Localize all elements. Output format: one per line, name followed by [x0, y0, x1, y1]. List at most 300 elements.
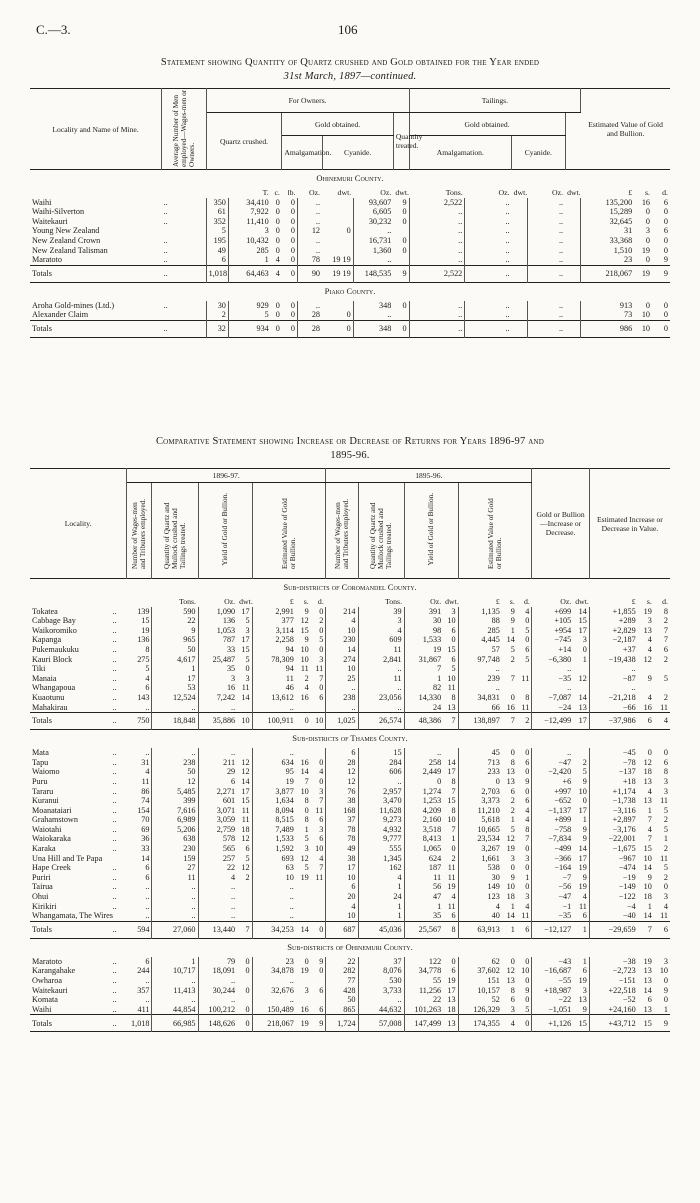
cell-value: ..	[152, 911, 198, 921]
cell-value: 3,373	[481, 796, 500, 806]
locality-name: Puriri	[32, 872, 51, 882]
cell-value: 9	[573, 825, 589, 835]
cell-value: 0	[645, 207, 650, 217]
cell-value: 1,018	[206, 265, 228, 282]
cell-value: 2	[573, 758, 589, 768]
cell-value: 4	[275, 268, 280, 278]
cell-value: 6	[311, 834, 326, 844]
cell-value: 22	[152, 616, 198, 626]
cell-value: 787	[222, 635, 236, 645]
comparative-subtitle: 1895-96.	[330, 450, 370, 461]
cell-value: −45	[622, 748, 636, 758]
cell-value: 76	[326, 787, 358, 797]
col-year-1896-97: 1896-97.	[127, 469, 326, 483]
cell-value: ..	[387, 310, 392, 320]
cell-value: 135,200	[605, 197, 633, 207]
cell-value: 10	[659, 966, 668, 976]
cell-value: 3,470	[358, 796, 404, 806]
cell-value: ..	[112, 716, 117, 726]
cell-value: 0	[311, 683, 326, 693]
cell-value: 23	[623, 255, 633, 265]
cell-value	[573, 748, 589, 758]
cell-value: 4	[326, 902, 358, 912]
cell-value: 348	[379, 324, 392, 334]
cell-value: 0	[275, 310, 280, 320]
cell-value: 5	[304, 834, 309, 844]
cell-value	[654, 683, 670, 693]
cell-value: 965	[152, 635, 198, 645]
cell-value: 11	[433, 872, 442, 882]
cell-value: 7,242	[216, 692, 236, 702]
locality-name: Maratoto	[32, 956, 63, 966]
cell-value: 1,253	[422, 796, 442, 806]
cell-value: 22	[432, 995, 442, 1005]
cell-value: 6	[510, 995, 515, 1005]
cell-value: 4	[127, 674, 152, 684]
cell-value: 8,413	[422, 834, 442, 844]
cell-value: ..	[162, 320, 207, 337]
cell-value: 74	[127, 796, 152, 806]
cell-value: ..	[112, 796, 117, 806]
cell-value: 187	[428, 863, 442, 873]
locality-name: Totals	[32, 925, 52, 935]
cell-value: 138,897	[473, 716, 500, 726]
col-tailings-gold: Gold obtained.	[409, 113, 565, 136]
cell-value: 11	[358, 645, 404, 655]
cell-value: 6	[647, 716, 652, 726]
cell-value: 1	[437, 901, 442, 911]
cell-value: 15	[443, 796, 458, 806]
col-locality: Locality.	[30, 469, 127, 579]
cell-value: 913	[619, 300, 633, 310]
cell-value: 10	[311, 713, 326, 730]
cell-value: ..	[127, 902, 152, 912]
cell-value: 5	[663, 673, 668, 683]
cell-value: ..	[127, 882, 152, 892]
cell-value: 38	[326, 854, 358, 864]
cell-value: 348	[379, 300, 392, 310]
cell-value: 1	[510, 815, 515, 825]
cell-value: 0	[393, 320, 409, 337]
locality-name: Manaia	[32, 673, 57, 683]
cell-value: 4	[304, 683, 309, 693]
locality-name: Totals	[32, 1018, 52, 1028]
cell-value: 2	[663, 692, 668, 702]
cell-value: ..	[505, 268, 510, 278]
cell-value: 0	[647, 748, 652, 758]
cell-value: 3	[304, 844, 309, 854]
cell-value: ..	[112, 786, 117, 796]
cell-value: 46	[285, 683, 294, 693]
cell-value: ..	[495, 664, 500, 674]
cell-value: 6	[127, 957, 152, 967]
cell-value: 4	[573, 892, 589, 902]
unit-label: s.	[509, 597, 515, 606]
cell-value: 0	[663, 995, 668, 1005]
cell-value: 218,067	[267, 1018, 294, 1028]
cell-value: 18	[506, 892, 515, 902]
unit-label: s.	[303, 597, 309, 606]
cell-value: 8	[663, 767, 668, 777]
page-ref: C.—3.	[36, 22, 71, 37]
cell-value: ..	[387, 226, 392, 236]
cell-value: −474	[618, 863, 636, 873]
locality-name: Tiki	[32, 664, 46, 674]
cell-value: 30,232	[368, 216, 392, 226]
cell-value	[512, 236, 528, 246]
cell-value: 12	[326, 777, 358, 787]
cell-value: 1,533	[275, 834, 294, 844]
cell-value: ..	[315, 235, 320, 245]
cell-value: 3	[311, 787, 326, 797]
cell-value: 11	[237, 815, 252, 825]
mine-name: Waihi	[32, 197, 52, 207]
locality-name: Tokatea	[32, 606, 58, 616]
cell-value: 18	[643, 767, 652, 777]
cell-value: 5	[517, 626, 532, 636]
cell-value: 2	[663, 654, 668, 664]
cell-value: 10	[573, 787, 589, 797]
cell-value: 9	[152, 626, 198, 636]
cell-value: 19 19	[322, 255, 353, 265]
cell-value: 14	[300, 767, 309, 777]
cell-value: 214	[326, 607, 358, 617]
cell-value: 6	[663, 197, 668, 207]
cell-value: 14	[127, 854, 152, 864]
cell-value: 4	[231, 872, 236, 882]
cell-value: 17	[573, 626, 589, 636]
cell-value: ..	[409, 217, 465, 227]
cell-value: ..	[112, 692, 117, 702]
cell-value: 0	[663, 882, 668, 892]
locality-name: Owharoa	[32, 976, 63, 985]
cell-value: 6	[311, 693, 326, 703]
cell-value: 55	[432, 976, 442, 985]
cell-value: 18,848	[152, 713, 198, 730]
cell-value: 4	[443, 892, 458, 902]
cell-value: 17	[573, 713, 589, 730]
cell-value: 12,524	[152, 693, 198, 703]
cell-value: −164	[554, 863, 572, 873]
cell-value: 3	[304, 985, 309, 995]
cell-value: 19	[443, 882, 458, 892]
cell-value: −1,675	[612, 844, 636, 854]
cell-value: 33,368	[609, 235, 633, 245]
cell-value: 45	[491, 748, 500, 758]
cell-value: 6	[127, 873, 152, 883]
cell-value: 9	[573, 873, 589, 883]
cell-value: 1,360	[372, 245, 392, 255]
cell-value: 17	[237, 635, 252, 645]
cell-value: 2,449	[422, 767, 442, 777]
cell-value: 5,485	[152, 787, 198, 797]
cell-value: 62	[491, 956, 500, 966]
cell-value: ..	[112, 1004, 117, 1014]
cell-value: ..	[231, 995, 236, 1005]
cell-value	[393, 226, 409, 236]
cell-value: 634	[281, 757, 294, 767]
cell-value: 5	[517, 1005, 532, 1015]
cell-value: ..	[631, 683, 636, 693]
cell-value: 14	[506, 911, 515, 921]
cell-value	[311, 995, 326, 1005]
cell-value: −38	[622, 956, 636, 966]
cell-value: ..	[505, 310, 510, 320]
cell-value	[517, 683, 532, 693]
cell-value: 0	[311, 966, 326, 976]
col-quartz-crushed: Quartz crushed.	[206, 113, 282, 170]
cell-value: ..	[505, 207, 510, 217]
cell-value: −78	[622, 757, 636, 767]
cell-value	[296, 703, 311, 713]
unit-label: s.	[645, 188, 650, 197]
cell-value: 50	[152, 767, 198, 777]
cell-value: 1	[510, 925, 515, 935]
cell-value: 5	[264, 310, 269, 320]
cell-value: 11	[152, 873, 198, 883]
cell-value: ..	[409, 320, 465, 337]
locality-name: Mahakirau	[32, 702, 68, 712]
cell-value: 0	[322, 310, 353, 320]
cell-value: 19	[443, 976, 458, 986]
cell-value: +105	[554, 616, 572, 626]
cell-value: 8	[443, 806, 458, 816]
cell-value	[237, 882, 252, 892]
cell-value: 0	[322, 226, 353, 236]
cell-value: 16	[300, 692, 309, 702]
cell-value: 0	[304, 716, 309, 726]
col-tailings-cyanide: Cyanide.	[512, 136, 565, 170]
cell-value: ..	[162, 301, 207, 311]
cell-value: −19,438	[608, 654, 636, 664]
cell-value: 5	[510, 824, 515, 834]
cell-value: +954	[554, 625, 572, 635]
cell-value: 29	[226, 767, 236, 777]
mine-name: Young New Zealand	[32, 226, 100, 236]
cell-value: 3	[663, 786, 668, 796]
cell-value: 19	[573, 863, 589, 873]
cell-value	[311, 911, 326, 921]
cell-value: 14	[237, 777, 252, 787]
col-tailings: Tailings.	[409, 89, 581, 113]
cell-value: 15	[358, 748, 404, 758]
cell-value	[573, 683, 589, 693]
cell-value: 4	[517, 607, 532, 617]
cell-value: −24	[558, 702, 572, 712]
cell-value	[565, 236, 581, 246]
cell-value: 3,114	[275, 625, 294, 635]
col-yield-1896: Yield of Gold or Bullion.	[221, 493, 230, 566]
cell-value: 19	[573, 976, 589, 986]
cell-value: 30,244	[212, 985, 236, 995]
cell-value: 0	[275, 207, 280, 217]
locality-name: Tararu	[32, 786, 54, 796]
section-heading: Sub-districts of Coromandel County.	[283, 582, 417, 593]
cell-value: ..	[112, 664, 117, 674]
cell-value: ..	[152, 882, 198, 892]
cell-value: 9	[510, 616, 515, 626]
cell-value	[322, 207, 353, 217]
col-qty-1896: Quantity of Quartz and Mullock crushed and Tailings treated.	[162, 502, 187, 569]
cell-value: 0	[275, 235, 280, 245]
cell-value: 27,060	[152, 921, 198, 938]
cell-value: 713	[487, 757, 500, 767]
cell-value: ..	[358, 703, 404, 713]
cell-value: 10	[643, 882, 652, 892]
cell-value	[311, 902, 326, 912]
cell-value: ..	[231, 911, 236, 921]
cell-value: 7	[647, 925, 652, 935]
cell-value: 11	[517, 911, 532, 921]
cell-value: 638	[152, 834, 198, 844]
cell-value: 9	[663, 268, 668, 278]
cell-value: −29,659	[608, 925, 636, 935]
cell-value: ..	[567, 664, 572, 674]
cell-value: ..	[127, 748, 152, 758]
cell-value: 10	[643, 853, 652, 863]
cell-value: 12	[506, 834, 515, 844]
cell-value: 13	[643, 625, 652, 635]
cell-value: +18,987	[544, 985, 572, 995]
cell-value: 15	[573, 616, 589, 626]
cell-value: 6	[663, 226, 668, 236]
cell-value: 14	[300, 925, 309, 935]
cell-value: 3	[510, 853, 515, 863]
cell-value: +2,829	[612, 625, 636, 635]
cell-value	[512, 207, 528, 217]
cell-value: 750	[127, 713, 152, 730]
cell-value: 7	[663, 635, 668, 645]
cell-value: 15	[127, 616, 152, 626]
cell-value: −21,218	[608, 692, 636, 702]
cell-value: 4,209	[422, 805, 442, 815]
cell-value	[296, 995, 311, 1005]
cell-value: 11	[573, 902, 589, 912]
cell-value: 3	[645, 226, 650, 236]
cell-value: 0	[663, 748, 668, 758]
cell-value: 5	[127, 664, 152, 674]
cell-value: 0	[393, 236, 409, 246]
cell-value: 79	[226, 956, 236, 966]
cell-value: 6	[517, 921, 532, 938]
unit-label: Oz.	[380, 188, 392, 197]
cell-value: 1	[358, 911, 404, 921]
cell-value: ..	[231, 702, 236, 712]
cell-value: ..	[558, 216, 564, 226]
cell-value: 0	[282, 236, 298, 246]
cell-value: 10	[285, 872, 294, 882]
cell-value: 0	[393, 246, 409, 256]
cell-value: 3	[231, 673, 236, 683]
cell-value: 7	[517, 834, 532, 844]
cell-value	[311, 976, 326, 986]
cell-value: 2,841	[358, 655, 404, 665]
cell-value: 10	[641, 324, 650, 334]
cell-value: 12	[311, 226, 320, 236]
cell-value: 7	[311, 863, 326, 873]
cell-value: +997	[554, 786, 572, 796]
cell-value: ..	[162, 198, 207, 208]
cell-value: 16	[641, 197, 650, 207]
cell-value: 32,645	[609, 216, 633, 226]
cell-value: 70	[127, 815, 152, 825]
cell-value	[322, 301, 353, 311]
cell-value: 0	[282, 265, 298, 282]
cell-value: 23,056	[358, 693, 404, 703]
cell-value: 0	[510, 863, 515, 873]
cell-value: 0	[517, 882, 532, 892]
cell-value: 0	[282, 226, 298, 236]
cell-value: 0	[322, 320, 353, 337]
locality-name: Karaka	[32, 844, 56, 854]
cell-value: +1,855	[612, 606, 636, 616]
cell-value: 2	[663, 844, 668, 854]
comparative-title: Comparative Statement showing Increase or Decrease of Returns for Years 1896-97 and	[155, 436, 545, 447]
cell-value: 13,612	[271, 692, 294, 702]
cell-value: ..	[112, 776, 117, 786]
locality-name: Waiokaraka	[32, 834, 71, 844]
cell-value: +1,126	[548, 1018, 572, 1028]
cell-value	[322, 217, 353, 227]
unit-label: Oz.	[224, 597, 236, 606]
col-quantity-treated: Quantity treated.	[393, 113, 409, 170]
cell-value: 6	[443, 911, 458, 921]
cell-value: 1	[304, 824, 309, 834]
cell-value: 3	[311, 825, 326, 835]
cell-value: 98	[432, 625, 442, 635]
cell-value: 14	[573, 607, 589, 617]
cell-value: 162	[358, 863, 404, 873]
cell-value: 16	[226, 683, 236, 693]
cell-value: 0	[275, 226, 280, 236]
col-gold-obtained: Gold obtained.	[282, 113, 393, 136]
cell-value: 11	[358, 674, 404, 684]
cell-value: 3	[237, 674, 252, 684]
cell-value: 2,258	[275, 635, 294, 645]
cell-value: 10,432	[246, 235, 269, 245]
cell-value	[502, 664, 517, 674]
cell-value	[512, 198, 528, 208]
cell-value: 4,445	[481, 635, 500, 645]
cell-value: 12	[643, 757, 652, 767]
cell-value: 9	[304, 606, 309, 616]
cell-value: 12	[237, 863, 252, 873]
cell-value: 6	[443, 626, 458, 636]
cell-value: 148,626	[208, 1018, 236, 1028]
cell-value: 7	[443, 787, 458, 797]
cell-value: 7	[304, 776, 309, 786]
cell-value: 35,886	[212, 716, 236, 726]
locality-name: Whangapoua	[32, 683, 76, 693]
cell-value: ..	[112, 901, 117, 911]
cell-value: 3	[663, 776, 668, 786]
col-men-employed: Average Number of Men employed—Wages-men or Owners.	[171, 89, 196, 167]
cell-value: 5	[510, 644, 515, 654]
cell-value: 49	[206, 246, 228, 256]
quartz-subtitle: 31st March, 1897—continued.	[283, 71, 417, 82]
col-value-1895: Estimated Value of Gold or Bullion.	[486, 497, 503, 569]
cell-value: ..	[409, 236, 465, 246]
cell-value: 352	[206, 217, 228, 227]
cell-value: 24	[432, 702, 442, 712]
cell-value: ..	[567, 748, 572, 758]
cell-value: 24	[358, 892, 404, 902]
cell-value: 19	[573, 882, 589, 892]
cell-value: 9	[663, 255, 668, 265]
cell-value: −652	[554, 796, 572, 806]
cell-value: ..	[358, 777, 404, 787]
cell-value: 7	[437, 664, 442, 674]
